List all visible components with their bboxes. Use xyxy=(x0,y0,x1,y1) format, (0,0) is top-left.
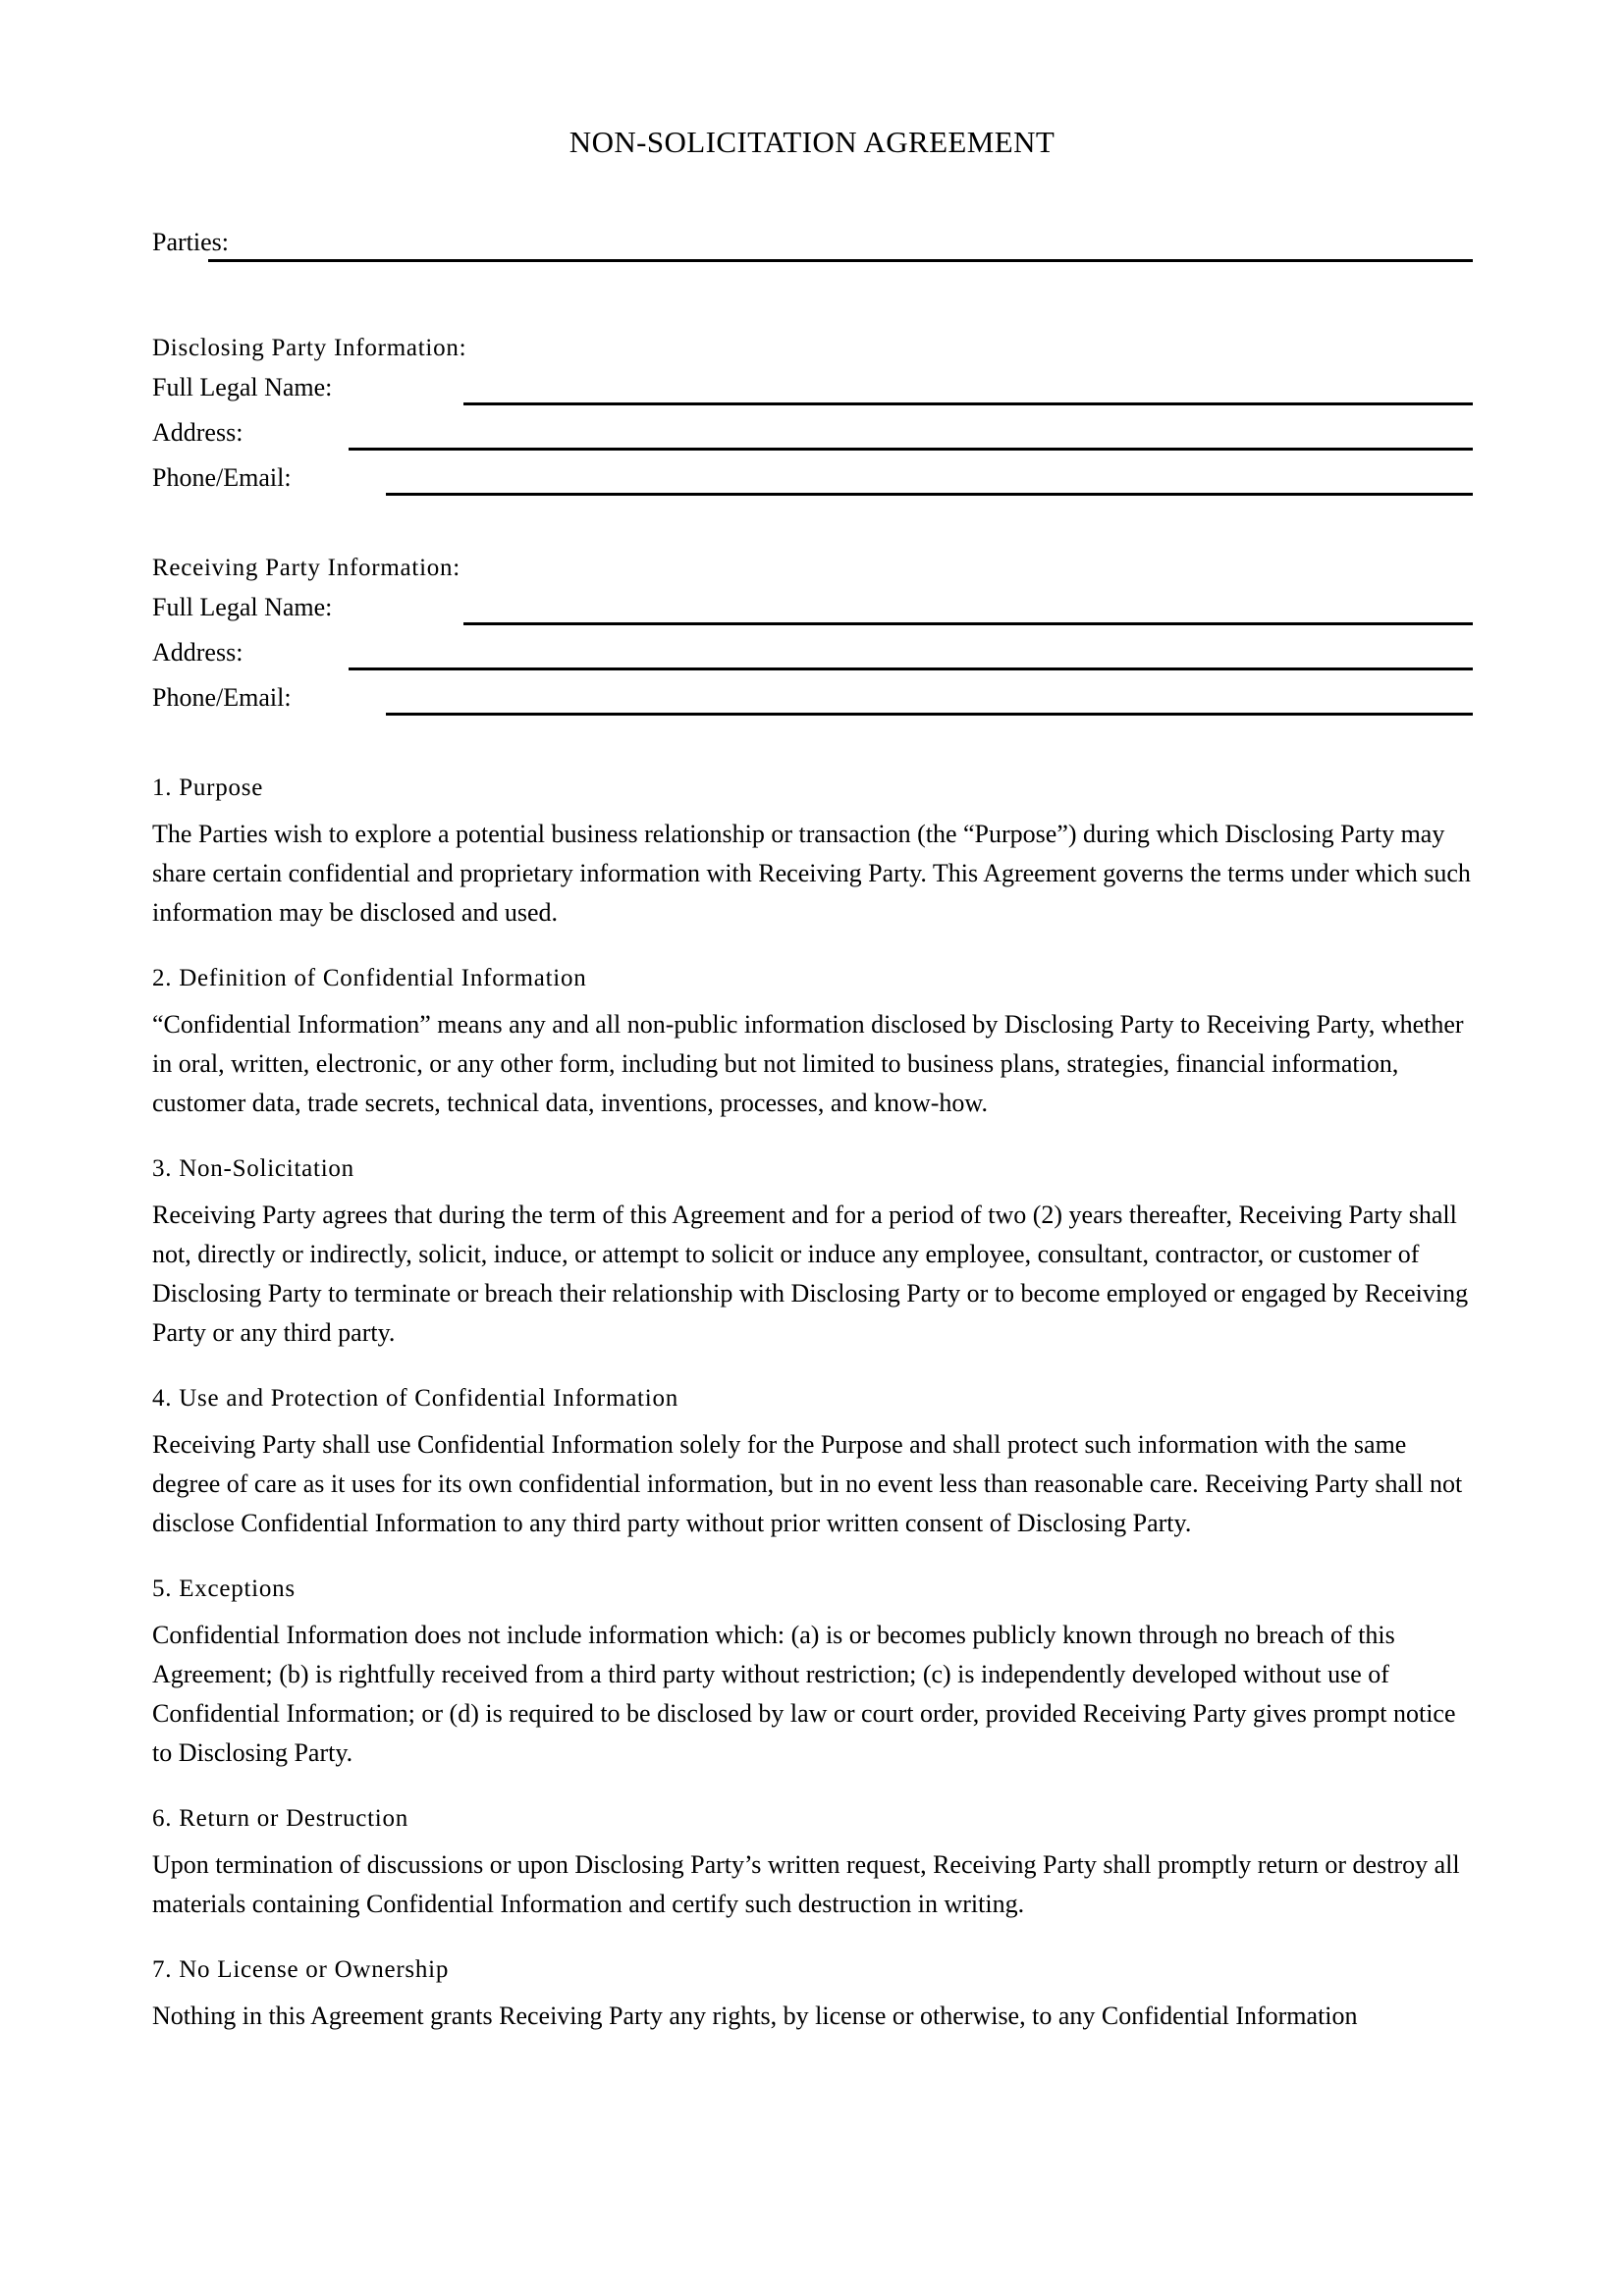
receiving-full-legal-name-input[interactable] xyxy=(463,622,1473,625)
receiving-phone-email-label: Phone/Email: xyxy=(152,683,292,712)
section-6-body: Upon termination of discussions or upon Disclosing Party’s written request, Receiving Party shall promptly return or destroy all materials containing Confidential Information and certify such destruction in writing. xyxy=(152,1850,1460,1918)
disclosing-full-legal-name-label: Full Legal Name: xyxy=(152,373,333,401)
section-5-body: Confidential Information does not include information which: (a) is or becomes publicly known through no breach of this Agreement; (b) is rightfully received from a third party without restriction; (c) is independently developed without use of Confidential Information; or (d) is required to be disclosed by law or court order, provided Receiving Party gives prompt notice to Disclosing Party. xyxy=(152,1621,1456,1767)
form-row-disclosing-address xyxy=(152,416,1473,461)
form-row-receiving-phone-email xyxy=(152,681,1473,726)
form-row-disclosing-phone-email xyxy=(152,461,1473,507)
receiving-full-legal-name-label: Full Legal Name: xyxy=(152,593,333,621)
section-3 xyxy=(152,1152,1473,1353)
section-6 xyxy=(152,1802,1473,1924)
section-3-body: Receiving Party agrees that during the term of this Agreement and for a period of two (2) years thereafter, Receiving Party shall not, directly or indirectly, solicit, induce, or attempt to solicit or induce any employee, consultant, contractor, or customer of Disclosing Party to terminate or breach their relationship with Disclosing Party or to become employed or engaged by Receiving Party or any third party. xyxy=(152,1201,1469,1347)
disclosing-party-heading: Disclosing Party Information: xyxy=(152,335,467,361)
section-4-body: Receiving Party shall use Confidential Information solely for the Purpose and shall protect such information with the same degree of care as it uses for its own confidential information, but in no event less than reasonable care. Receiving Party shall not disclose Confidential Information to any third party without prior written consent of Disclosing Party. xyxy=(152,1430,1463,1537)
section-7 xyxy=(152,1953,1473,2036)
disclosing-address-input[interactable] xyxy=(349,448,1473,451)
disclosing-full-legal-name-input[interactable] xyxy=(463,402,1473,405)
receiving-phone-email-input[interactable] xyxy=(386,713,1473,716)
parties-label: Parties: xyxy=(152,228,229,256)
section-4-heading: 4. Use and Protection of Confidential Information xyxy=(152,1385,678,1412)
section-3-heading: 3. Non-Solicitation xyxy=(152,1155,354,1182)
section-7-body: Nothing in this Agreement grants Receiving Party any rights, by license or otherwise, to any Confidential Information xyxy=(152,2002,1358,2030)
section-6-heading: 6. Return or Destruction xyxy=(152,1805,409,1832)
section-1 xyxy=(152,772,1473,933)
page-title: NON-SOLICITATION AGREEMENT xyxy=(568,125,1056,159)
form-row-receiving-full-legal-name xyxy=(152,591,1473,636)
disclosing-address-label: Address: xyxy=(152,418,244,447)
section-1-body: The Parties wish to explore a potential business relationship or transaction (the “Purpose”) during which Disclosing Party may share certain confidential and proprietary information with Receiving Party. This Agreement governs the terms under which such information may be disclosed and used. xyxy=(152,820,1471,927)
form-row-disclosing-full-legal-name xyxy=(152,371,1473,416)
section-5 xyxy=(152,1573,1473,1773)
section-2 xyxy=(152,962,1473,1123)
form-row-parties xyxy=(152,226,1473,298)
document-body xyxy=(152,226,1473,2036)
form-row-receiving-address xyxy=(152,636,1473,681)
receiving-party-heading: Receiving Party Information: xyxy=(152,555,460,581)
section-7-heading: 7. No License or Ownership xyxy=(152,1956,450,1983)
receiving-address-label: Address: xyxy=(152,638,244,667)
section-2-body: “Confidential Information” means any and all non-public information disclosed by Disclosing Party to Receiving Party, whether in oral, written, electronic, or any other form, including but not limited to business plans, strategies, financial information, customer data, trade secrets, technical data, inventions, processes, and know-how. xyxy=(152,1010,1464,1117)
receiving-address-input[interactable] xyxy=(349,667,1473,670)
section-5-heading: 5. Exceptions xyxy=(152,1575,296,1602)
disclosing-phone-email-input[interactable] xyxy=(386,493,1473,496)
section-2-heading: 2. Definition of Confidential Information xyxy=(152,965,587,991)
disclosing-phone-email-label: Phone/Email: xyxy=(152,463,292,492)
section-1-heading: 1. Purpose xyxy=(152,774,264,801)
section-4 xyxy=(152,1382,1473,1543)
parties-fill-line[interactable] xyxy=(208,259,1473,262)
